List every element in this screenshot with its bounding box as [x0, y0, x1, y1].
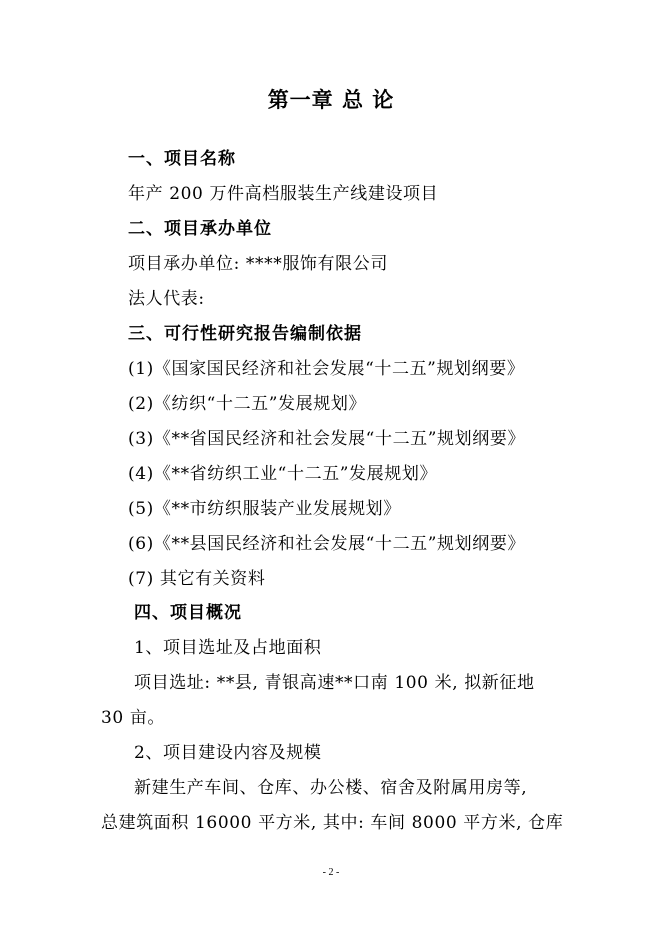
undertaking-unit-text: 项目承办单位: ****服饰有限公司: [128, 254, 388, 274]
basis-item-2: (2)《纺织“十二五”发展规划》: [128, 394, 367, 414]
site-text-line-2: 30 亩。: [101, 708, 166, 728]
basis-item-3: (3)《**省国民经济和社会发展“十二五”规划纲要》: [128, 429, 526, 449]
subsection-site-and-area: 1、项目选址及占地面积: [134, 638, 322, 658]
basis-item-4: (4)《**省纺织工业“十二五”发展规划》: [128, 464, 438, 484]
chapter-title: 第一章 总 论: [267, 88, 395, 112]
legal-representative-text: 法人代表:: [128, 289, 205, 309]
page-number: - 2 -: [322, 867, 340, 878]
subsection-construction-content: 2、项目建设内容及规模: [134, 743, 322, 763]
basis-item-5: (5)《**市纺织服装产业发展规划》: [128, 499, 401, 519]
basis-item-6: (6)《**县国民经济和社会发展“十二五”规划纲要》: [128, 534, 526, 554]
section-heading-undertaking-unit: 二、项目承办单位: [128, 219, 272, 239]
project-name-text: 年产 200 万件高档服装生产线建设项目: [128, 184, 439, 204]
construction-text-line-2: 总建筑面积 16000 平方米, 其中: 车间 8000 平方米, 仓库: [101, 813, 564, 833]
section-heading-project-name: 一、项目名称: [128, 149, 236, 169]
basis-item-7: (7) 其它有关资料: [128, 569, 266, 589]
basis-item-1: (1)《国家国民经济和社会发展“十二五”规划纲要》: [128, 359, 525, 379]
section-heading-basis: 三、可行性研究报告编制依据: [128, 324, 362, 344]
section-heading-overview: 四、项目概况: [134, 603, 242, 623]
construction-text-line-1: 新建生产车间、仓库、办公楼、宿舍及附属用房等,: [134, 778, 528, 798]
site-text-line-1: 项目选址: **县, 青银高速**口南 100 米, 拟新征地: [134, 673, 535, 693]
